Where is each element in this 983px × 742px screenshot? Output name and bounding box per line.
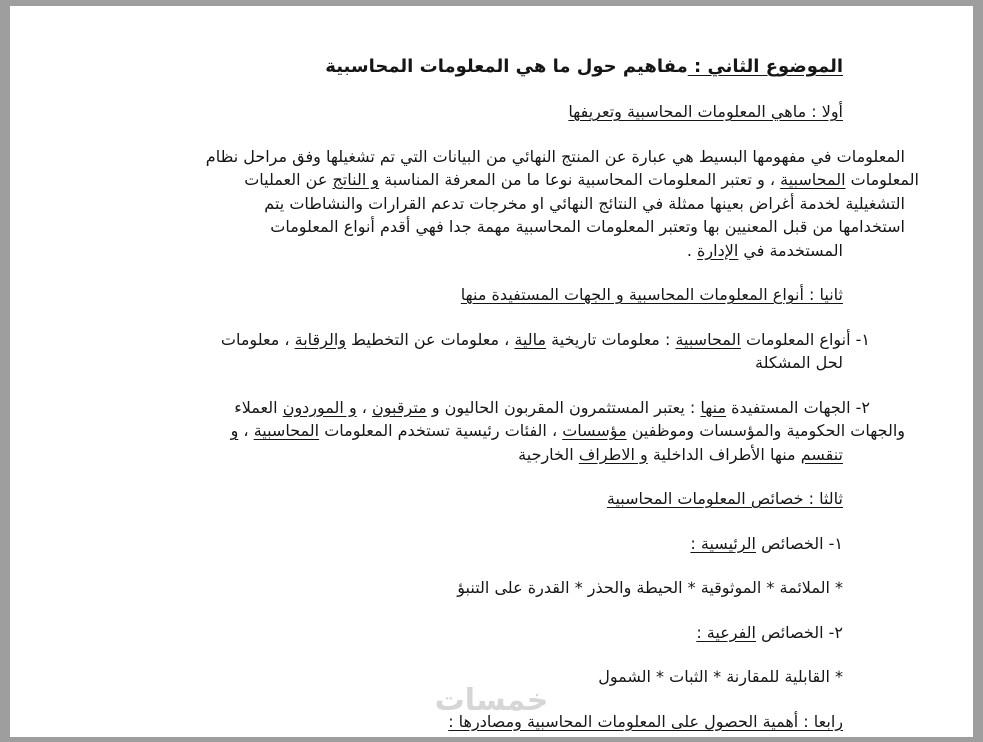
text-segment: : معلومات تاريخية <box>546 329 676 349</box>
item-information-types <box>10 328 973 375</box>
khamsat-watermark: خمسات <box>434 683 549 718</box>
underlined-text-segment: الموضوع الثاني : <box>687 56 843 77</box>
definition-paragraph <box>10 145 973 263</box>
item-beneficiaries-line <box>10 443 973 467</box>
text-segment: ٢- الخصائص <box>756 622 843 642</box>
item-information-types-line <box>10 351 973 375</box>
text-segment: ، <box>238 421 254 440</box>
doc-title-line <box>10 54 973 79</box>
text-segment: المستخدمة في <box>738 240 843 260</box>
text-segment: : يعتبر المستثمرون المقربون الحاليون و <box>426 397 701 417</box>
heading-fourth <box>10 710 973 734</box>
underlined-text-segment: المحاسبية <box>780 170 846 189</box>
underlined-text-segment: المحاسبية <box>675 329 741 349</box>
definition-paragraph-line <box>10 239 973 263</box>
text-segment: والجهات الحكومية والمؤسسات وموظفين <box>626 421 905 440</box>
heading-second-line <box>10 283 973 307</box>
heading-fourth-line <box>10 710 973 734</box>
underlined-text-segment: مالية <box>514 329 547 349</box>
underlined-text-segment: تنقسم <box>800 444 843 464</box>
doc-title <box>10 54 973 79</box>
text-segment: ٢- الجهات المستفيدة <box>726 397 870 417</box>
heading-first-line <box>10 100 973 124</box>
text-segment: ١- أنواع المعلومات <box>740 329 870 349</box>
underlined-text-segment: مؤسسات <box>562 421 627 440</box>
text-segment: مفاهيم حول ما هي المعلومات المحاسبية <box>325 56 688 77</box>
text-segment: لحل المشكلة <box>755 353 843 372</box>
text-segment: ١- الخصائص <box>756 533 843 553</box>
underlined-text-segment: و الموردون <box>282 397 357 417</box>
page-edge-bottom <box>0 737 983 742</box>
definition-paragraph-line <box>10 192 973 216</box>
document-page <box>10 6 973 737</box>
page-edge-right <box>973 0 983 742</box>
text-segment: الخارجية <box>518 444 579 464</box>
definition-paragraph-line <box>10 145 973 169</box>
underlined-text-segment: و الاطراف <box>578 444 648 464</box>
underlined-text-segment: رابعا : أهمية الحصول على المعلومات المحاسبية ومصادرها : <box>448 711 843 731</box>
text-segment: استخدامها من قبل المعنيين بها وتعتبر المعلومات المحاسبية مهمة جدا فهي أقدم أنواع المعلومات <box>270 217 905 236</box>
main-characteristics-list-line <box>10 576 973 600</box>
sub-characteristics-label-line <box>10 621 973 645</box>
sub-characteristics-list-line <box>10 665 973 689</box>
heading-third-line <box>10 487 973 511</box>
definition-paragraph-line <box>10 215 973 239</box>
text-segment: العملاء <box>234 397 283 417</box>
text-segment: * الملائمة * الموثوقية * الحيطة والحذر * القدرة على التنبؤ <box>457 578 843 597</box>
item-information-types-line <box>10 328 973 352</box>
underlined-text-segment: ثالثا : خصائص المعلومات المحاسبية <box>606 489 843 508</box>
text-segment: المعلومات في مفهومها البسيط هي عبارة عن المنتج النهائي من البيانات التي تم تشغيلها وفق مراحل نظام <box>205 146 905 166</box>
heading-third <box>10 487 973 511</box>
sub-characteristics-label <box>10 621 973 645</box>
heading-second <box>10 283 973 307</box>
text-segment: . <box>686 240 698 260</box>
item-beneficiaries-line <box>10 419 973 443</box>
underlined-text-segment: والرقابة <box>294 329 347 349</box>
text-segment: ، <box>356 397 373 417</box>
text-segment: منها الأطراف الداخلية <box>647 444 801 464</box>
underlined-text-segment: و الناتج <box>332 170 380 189</box>
text-segment: عن العمليات <box>244 170 333 189</box>
text-segment: المعلومات <box>845 170 919 189</box>
item-beneficiaries-line <box>10 396 973 420</box>
text-segment: * القابلية للمقارنة * الثبات * الشمول <box>598 667 843 686</box>
underlined-text-segment: المحاسبية <box>253 421 320 440</box>
main-characteristics-label <box>10 532 973 556</box>
document-content <box>10 54 973 733</box>
item-beneficiaries <box>10 396 973 467</box>
sub-characteristics-list <box>10 665 973 689</box>
text-segment: ، و تعتبر المعلومات المحاسبية نوعا ما من المعرفة المناسبة <box>379 170 781 189</box>
underlined-text-segment: الفرعية : <box>696 622 756 642</box>
page-edge-top <box>0 0 983 6</box>
text-segment: ، معلومات عن التخطيط <box>346 329 515 349</box>
underlined-text-segment: و <box>230 421 239 440</box>
main-characteristics-list <box>10 576 973 600</box>
underlined-text-segment: ثانيا : أنواع المعلومات المحاسبية و الجهات المستفيدة منها <box>460 285 843 304</box>
underlined-text-segment: الرئيسية : <box>690 533 756 553</box>
underlined-text-segment: أولا : ماهي المعلومات المحاسبية وتعريفها <box>568 102 843 121</box>
heading-first <box>10 100 973 124</box>
definition-paragraph-line <box>10 168 973 192</box>
underlined-text-segment: مترقبون <box>372 397 427 417</box>
underlined-text-segment: منها <box>700 397 727 417</box>
text-segment: ، معلومات <box>220 329 295 349</box>
text-segment: التشغيلية لخدمة أغراض بعينها ممثلة في النتائج النهائي او مخرجات تدعم القرارات والنشاطات يتم <box>264 193 905 213</box>
main-characteristics-label-line <box>10 532 973 556</box>
page-edge-left <box>0 0 10 742</box>
underlined-text-segment: الإدارة <box>697 240 739 260</box>
text-segment: ، الفئات رئيسية تستخدم المعلومات <box>319 421 563 440</box>
